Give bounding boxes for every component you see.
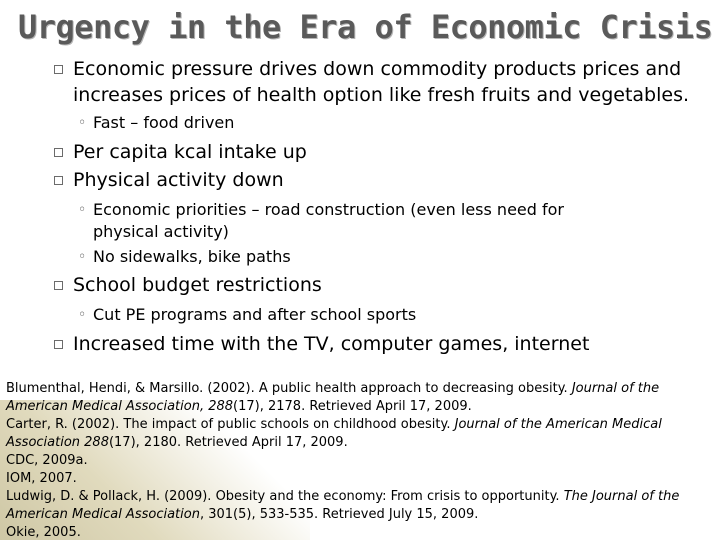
bullet-item (0, 331, 720, 357)
bullet-text: Physical activity down (73, 169, 284, 191)
circle-bullet-icon: ◦ (78, 115, 87, 131)
bullet-text: No sidewalks, bike paths (93, 247, 291, 266)
reference-entry: Blumenthal, Hendi, & Marsillo. (2002). A public health approach to decreasing obesity. Journal of the American Medical Association, 288(17), 2178. Retrieved April 17, 2009. (6, 381, 660, 414)
circle-bullet-icon: ◦ (78, 307, 87, 323)
reference-entry: Carter, R. (2002). The impact of public schools on childhood obesity. Journal of the American Medical Association 288(17), 2180. Retrieved April 17, 2009. (6, 417, 662, 450)
sub-bullet-item (0, 246, 620, 268)
reference-entry: Okie, 2005. (6, 525, 81, 540)
bullet-text: Fast – food driven (93, 113, 235, 132)
bullet-text: Economic pressure drives down commodity products prices and increases prices of health option like fresh fruits and vegetables. (73, 58, 690, 106)
bullet-item (0, 167, 720, 193)
sub-bullet-item (0, 199, 620, 243)
bullet-item (0, 139, 720, 165)
bullet-item (0, 56, 720, 108)
references (6, 380, 706, 542)
bullet-text: Per capita kcal intake up (73, 141, 307, 163)
reference-entry: IOM, 2007. (6, 471, 77, 486)
bullet-item (0, 272, 720, 298)
square-bullet-icon (54, 65, 63, 74)
square-bullet-icon (54, 340, 63, 349)
bullet-text: Economic priorities – road construction (even less need for physical activity) (93, 200, 564, 241)
reference-entry: Ludwig, D. & Pollack, H. (2009). Obesity and the economy: From crisis to opportunity. The Journal of the American Medical Association, 301(5), 533-535. Retrieved July 15, 2009. (6, 489, 680, 522)
sub-bullet-item (0, 304, 620, 326)
square-bullet-icon (54, 281, 63, 290)
slide-title: Urgency in the Era of Economic Crisis (18, 8, 713, 46)
bullet-text: Cut PE programs and after school sports (93, 305, 417, 324)
circle-bullet-icon: ◦ (78, 249, 87, 265)
square-bullet-icon (54, 148, 63, 157)
square-bullet-icon (54, 176, 63, 185)
sub-bullet-item (0, 112, 620, 134)
bullet-text: School budget restrictions (73, 274, 322, 296)
bullet-text: Increased time with the TV, computer games, internet (73, 333, 590, 355)
reference-entry: CDC, 2009a. (6, 453, 88, 468)
bullet-list (0, 56, 720, 357)
circle-bullet-icon: ◦ (78, 202, 87, 218)
